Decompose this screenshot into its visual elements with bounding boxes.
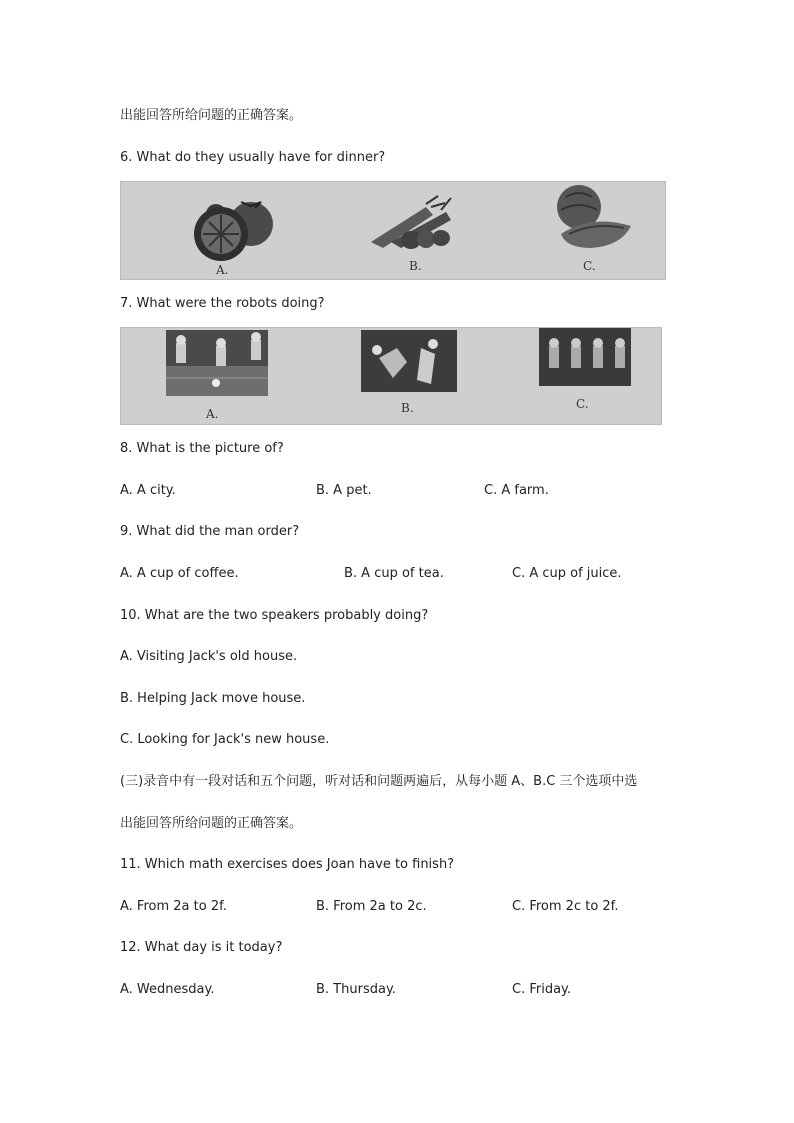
q7-label-c: C. — [576, 397, 589, 411]
q8-option-a: A. A city. — [120, 483, 176, 498]
tomatoes-image — [194, 202, 273, 261]
q11-option-b: B. From 2a to 2c. — [316, 899, 427, 914]
q8-option-c: C. A farm. — [484, 483, 549, 498]
q12-option-a: A. Wednesday. — [120, 982, 215, 997]
robots-football-image — [166, 330, 268, 396]
q10-option-a: A. Visiting Jack's old house. — [120, 649, 298, 664]
instruction-continued: 出能回答所给问题的正确答案。 — [120, 108, 303, 123]
q10-option-b: B. Helping Jack move house. — [120, 691, 306, 706]
q9-option-c: C. A cup of juice. — [512, 566, 622, 581]
q11-option-c: C. From 2c to 2f. — [512, 899, 619, 914]
q9-option-a: A. A cup of coffee. — [120, 566, 239, 581]
question-6: 6. What do they usually have for dinner? — [120, 150, 386, 165]
q7-label-b: B. — [401, 401, 414, 415]
cabbage-image — [557, 185, 631, 248]
q7-label-a: A. — [206, 407, 219, 421]
q9-option-b: B. A cup of tea. — [344, 566, 444, 581]
robots-dancing-image — [539, 328, 631, 386]
q6-picture-options — [120, 181, 666, 280]
robots-fighting-image — [361, 330, 457, 392]
q8-option-b: B. A pet. — [316, 483, 372, 498]
question-11: 11. Which math exercises does Joan have to finish? — [120, 857, 455, 872]
question-8: 8. What is the picture of? — [120, 441, 284, 456]
section-3-instruction: (三)录音中有一段对话和五个问题，听对话和问题两遍后，从每小题 A、B.C 三个选项中选 — [120, 774, 638, 789]
q10-option-c: C. Looking for Jack's new house. — [120, 732, 330, 747]
q7-picture-options — [120, 327, 662, 425]
question-7: 7. What were the robots doing? — [120, 296, 325, 311]
section-3-instruction-cont: 出能回答所给问题的正确答案。 — [120, 816, 303, 831]
q6-label-b: B. — [409, 259, 422, 273]
question-10: 10. What are the two speakers probably doing? — [120, 608, 429, 623]
carrots-image — [371, 196, 451, 249]
q6-label-c: C. — [583, 259, 596, 273]
question-12: 12. What day is it today? — [120, 940, 283, 955]
q11-option-a: A. From 2a to 2f. — [120, 899, 227, 914]
q12-option-b: B. Thursday. — [316, 982, 396, 997]
q6-label-a: A. — [216, 263, 229, 277]
q12-option-c: C. Friday. — [512, 982, 572, 997]
question-9: 9. What did the man order? — [120, 524, 300, 539]
